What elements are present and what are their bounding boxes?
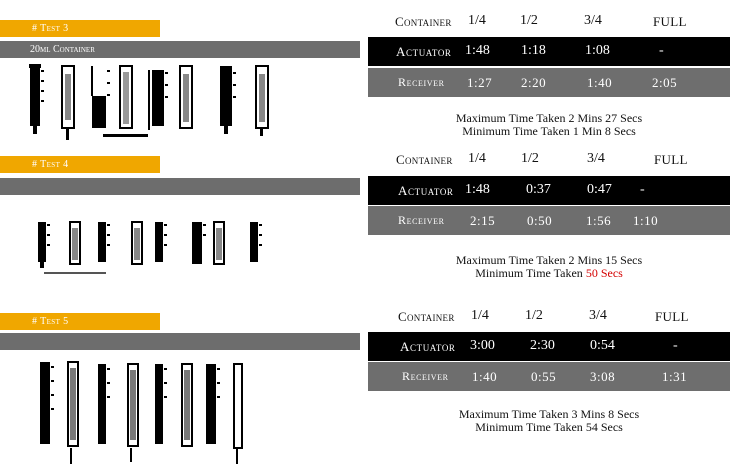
half-column-label: 1/2 bbox=[525, 308, 543, 323]
receiver-half-value: 0:50 bbox=[527, 213, 553, 228]
full-column-label: FULL bbox=[654, 152, 688, 167]
test-5-label: # Test 5 bbox=[0, 313, 160, 330]
min-time-prefix: Minimum Time Taken bbox=[462, 124, 573, 138]
container-column-label: Container bbox=[396, 152, 453, 167]
test-4-header-row bbox=[368, 145, 730, 174]
max-time-value: 2 Mins 27 Secs bbox=[568, 111, 643, 125]
quarter-column-label: 1/4 bbox=[471, 308, 489, 323]
test-4-receiver-row bbox=[368, 206, 730, 235]
receiver-three-quarter-value: 3:08 bbox=[590, 369, 616, 384]
min-time-prefix: Minimum Time Taken bbox=[475, 266, 586, 280]
actuator-half-value: 1:18 bbox=[521, 43, 546, 58]
test-5-syringe-photo bbox=[0, 356, 360, 466]
actuator-half-value: 0:37 bbox=[526, 182, 551, 197]
actuator-label: Actuator bbox=[396, 44, 452, 59]
max-time-prefix: Maximum Time Taken bbox=[455, 111, 569, 125]
receiver-full-value: 1:10 bbox=[633, 213, 659, 228]
receiver-three-quarter-value: 1:56 bbox=[586, 213, 612, 228]
actuator-quarter-value: 3:00 bbox=[470, 338, 495, 353]
test-5-band bbox=[0, 333, 360, 350]
test-3-label: # Test 3 bbox=[0, 20, 160, 37]
receiver-half-value: 0:55 bbox=[531, 369, 557, 384]
receiver-half-value: 2:20 bbox=[521, 75, 547, 90]
actuator-label: Actuator bbox=[400, 339, 456, 354]
test-4-band bbox=[0, 178, 360, 195]
test-4-actuator-row bbox=[368, 176, 730, 205]
min-time-line bbox=[368, 267, 730, 280]
test-5-actuator-row bbox=[368, 332, 730, 361]
full-column-label: FULL bbox=[653, 14, 687, 29]
actuator-full-value: - bbox=[659, 43, 664, 58]
actuator-label: Actuator bbox=[398, 183, 454, 198]
half-column-label: 1/2 bbox=[521, 151, 539, 166]
max-time-value: 2 Mins 15 Secs bbox=[568, 253, 643, 267]
receiver-label: Receiver bbox=[398, 213, 445, 227]
max-time-prefix: Maximum Time Taken bbox=[455, 253, 569, 267]
receiver-quarter-value: 2:15 bbox=[470, 213, 496, 228]
test-5-summary bbox=[368, 408, 730, 434]
max-time-value: 3 Mins 8 Secs bbox=[571, 407, 640, 421]
actuator-full-value: - bbox=[640, 182, 645, 197]
actuator-quarter-value: 1:48 bbox=[465, 182, 490, 197]
receiver-label: Receiver bbox=[398, 75, 445, 89]
test-3-summary bbox=[368, 112, 730, 138]
test-5-header-row bbox=[368, 302, 730, 331]
test-4-summary bbox=[368, 254, 730, 280]
three-quarter-column-label: 3/4 bbox=[584, 13, 602, 28]
test-4-syringe-photo bbox=[0, 218, 360, 278]
min-time-value: 1 Min 8 Secs bbox=[572, 124, 636, 138]
test-3-receiver-row bbox=[368, 68, 730, 97]
test-4-label: # Test 4 bbox=[0, 156, 160, 173]
receiver-quarter-value: 1:27 bbox=[467, 75, 493, 90]
receiver-full-value: 1:31 bbox=[662, 369, 688, 384]
min-time-value: 54 Secs bbox=[585, 420, 623, 434]
container-column-label: Container bbox=[395, 14, 452, 29]
quarter-column-label: 1/4 bbox=[468, 13, 486, 28]
actuator-three-quarter-value: 0:47 bbox=[587, 182, 612, 197]
receiver-three-quarter-value: 1:40 bbox=[587, 75, 613, 90]
actuator-three-quarter-value: 0:54 bbox=[590, 338, 615, 353]
receiver-full-value: 2:05 bbox=[652, 75, 678, 90]
actuator-half-value: 2:30 bbox=[530, 338, 555, 353]
three-quarter-column-label: 3/4 bbox=[587, 151, 605, 166]
test-3-actuator-row bbox=[368, 37, 730, 66]
actuator-three-quarter-value: 1:08 bbox=[585, 43, 610, 58]
quarter-column-label: 1/4 bbox=[468, 151, 486, 166]
test-3-header-row bbox=[368, 7, 730, 36]
full-column-label: FULL bbox=[655, 309, 689, 324]
half-column-label: 1/2 bbox=[520, 13, 538, 28]
min-time-line bbox=[368, 421, 730, 434]
actuator-quarter-value: 1:48 bbox=[465, 43, 490, 58]
min-time-value-highlighted: 50 Secs bbox=[585, 266, 623, 280]
min-time-prefix: Minimum Time Taken bbox=[475, 420, 586, 434]
test-5-receiver-row bbox=[368, 362, 730, 391]
three-quarter-column-label: 3/4 bbox=[589, 308, 607, 323]
receiver-label: Receiver bbox=[402, 369, 449, 383]
min-time-line bbox=[368, 125, 730, 138]
container-column-label: Container bbox=[398, 309, 455, 324]
actuator-full-value: - bbox=[673, 338, 678, 353]
receiver-quarter-value: 1:40 bbox=[472, 369, 498, 384]
max-time-prefix: Maximum Time Taken bbox=[458, 407, 572, 421]
test-3-container-band: 20ml Container bbox=[0, 41, 360, 58]
test-3-syringe-photo bbox=[0, 60, 360, 145]
